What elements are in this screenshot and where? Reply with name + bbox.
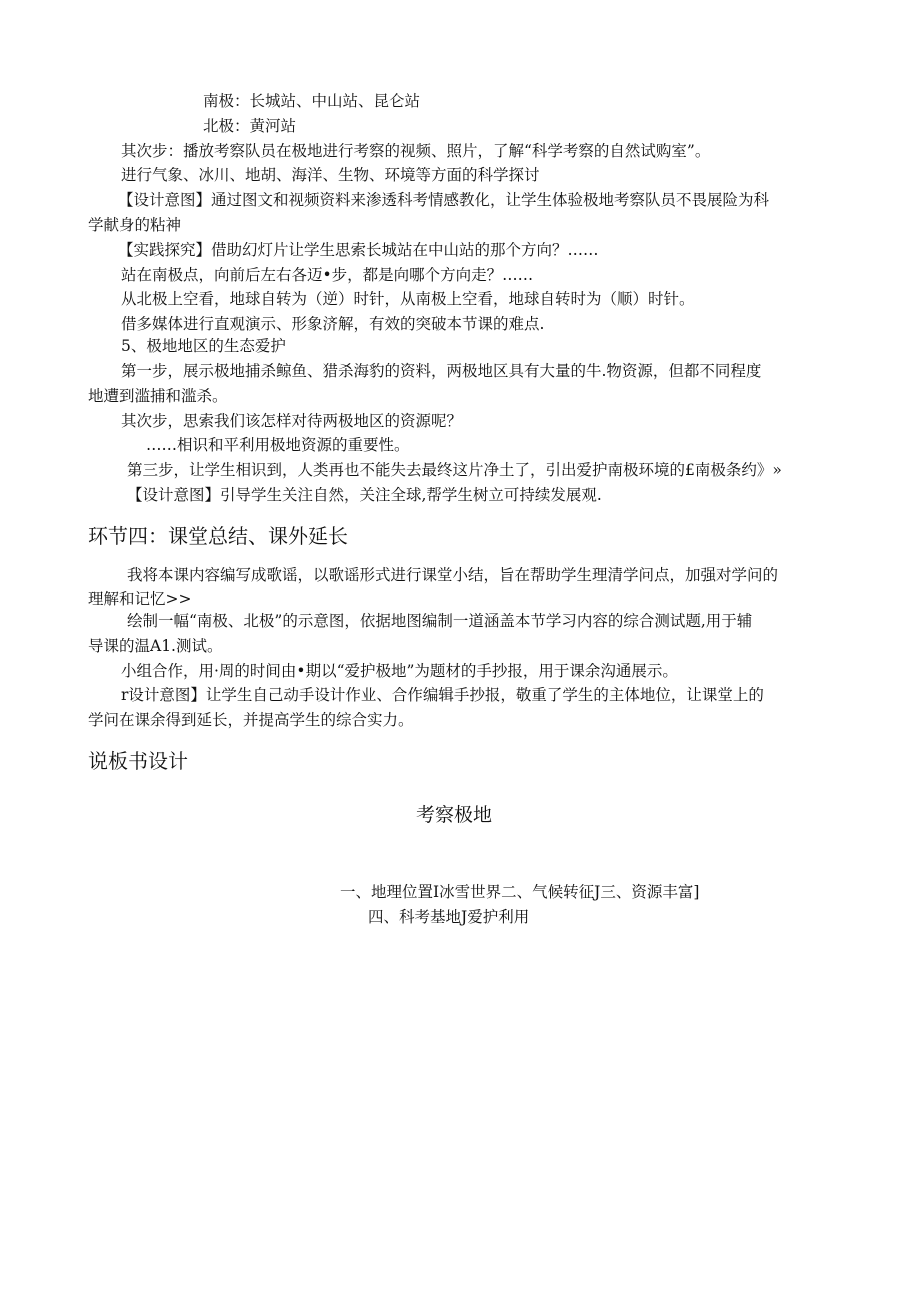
board-title: 考察极地 (416, 804, 493, 826)
text-line: 小组合作，用·周的时间由•期以“爱护极地”为题材的手抄报，用于课余沟通展示。 (121, 662, 678, 680)
text-line: 站在南极点，向前后左右各迈•步，都是向哪个方向走？…… (121, 266, 534, 284)
section-heading: 说板书设计 (88, 749, 188, 773)
board-line: 一、地理位置I冰雪世界二、气候转征J三、资源丰富] (340, 883, 700, 901)
subsection-title: 5、极地地区的生态爱护 (121, 337, 286, 355)
text-line: 进行气象、冰川、地胡、海洋、生物、环境等方面的科学探讨 (121, 166, 540, 184)
text-line: 我将本课内容编写成歌谣，以歌谣形式进行课堂小结，旨在帮助学生理清学问点，加强对学问的 (127, 566, 779, 584)
text-line: 学献身的粘神 (88, 216, 182, 234)
practice-explore: 【实践探究】借助幻灯片让学生思索长城站在中山站的那个方向？…… (118, 241, 599, 259)
text-line: 北极：黄河站 (203, 117, 297, 135)
text-line: ……相识和平利用极地资源的重要性。 (146, 436, 410, 454)
text-line: 学问在课余得到延长，并提高学生的综合实力。 (88, 711, 414, 729)
text-line: 南极：长城站、中山站、昆仑站 (203, 92, 421, 110)
section-heading: 环节四：课堂总结、课外延长 (88, 524, 348, 548)
text-line: 其次步：播放考察队员在极地进行考察的视频、照片，了解“科学考察的自然试购室”。 (121, 142, 711, 160)
text-line: 导课的温A1.测试。 (88, 637, 223, 655)
text-line: 第一步，展示极地捕杀鲸鱼、猎杀海豹的资料，两极地区具有大量的牛.物资源，但都不同程度 (121, 362, 762, 380)
text-line: 地遭到滥捕和滥杀。 (88, 387, 228, 405)
text-line: 绘制一幅“南极、北极”的示意图，依据地图编制一道涵盖本节学习内容的综合测试题,用于辅 (127, 612, 753, 630)
design-intent: 【设计意图】引导学生关注自然，关注全球,帮学生树立可持续发展观. (127, 486, 602, 504)
text-line: 借多媒体进行直观演示、形象济解，有效的突破本节课的难点. (121, 315, 545, 333)
text-line: 理解和记忆>> (88, 590, 192, 608)
board-line: 四、科考基地J爱护利用 (368, 908, 530, 926)
text-line: 其次步，思索我们该怎样对待两极地区的资源呢？ (121, 412, 463, 430)
design-intent: r设计意图】让学生自己动手设计作业、合作编辑手抄报，敬重了学生的主体地位，让课堂上的 (121, 686, 764, 704)
text-line: 从北极上空看，地球自转为（逆）时针，从南极上空看，地球自转时为（顺）时针。 (121, 290, 695, 308)
text-line: 第三步，让学生相识到，人类再也不能失去最终这片净土了，引出爱护南极环境的£南极条约》» (127, 461, 782, 479)
design-intent: 【设计意图】通过图文和视频资料来渗透科考情感教化，让学生体验极地考察队员不畏展险为科 (118, 191, 770, 209)
